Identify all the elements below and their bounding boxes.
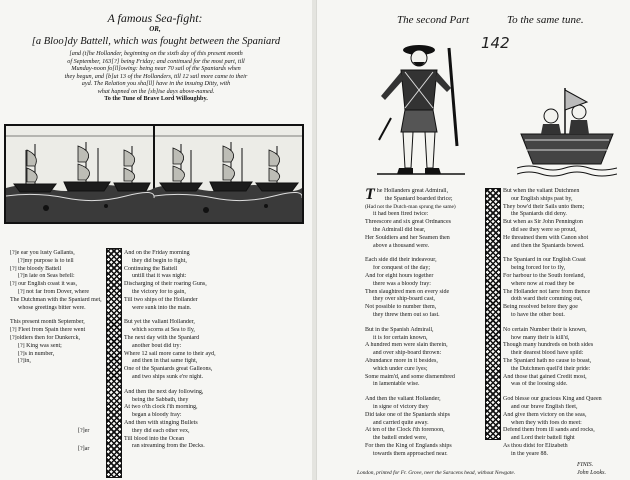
verse-line: the Spaniard boarded thrice; xyxy=(384,195,453,202)
description-line: Munday-noon fo[ll]owing: being near 70 sail of the Spaniards when xyxy=(71,65,241,73)
verse-line: Each side did their indeavour, xyxy=(365,257,437,264)
verse-line: being the Sabbath, they xyxy=(132,396,189,403)
ships-illustration xyxy=(6,126,302,222)
right-column-1 xyxy=(365,188,483,459)
verse-line: For harbour to the South foreland, xyxy=(503,272,585,279)
verse-line: the Dutchmen quell'd their pride: xyxy=(511,365,591,372)
verse-line: Though many hundreds on both sides xyxy=(503,342,594,349)
left-column-2 xyxy=(124,250,308,451)
verse-line: it is for certain known, xyxy=(373,334,428,341)
verse-line: The Hollander not farre from thence xyxy=(503,288,591,295)
verse-line: another bout did try: xyxy=(132,342,182,349)
tune-title: To the same tune. xyxy=(507,14,584,26)
verse-line: towards them approached near. xyxy=(373,450,448,457)
sea-battle-woodcut xyxy=(4,124,304,224)
verse-line: where now at road they be xyxy=(511,280,575,287)
verse-line: The next day with the Spaniard xyxy=(124,334,200,341)
description-line: what hapned on the [sh]ise days above-named. xyxy=(97,87,215,95)
verse-line: And on the Friday morning xyxy=(124,250,190,256)
verse-line: and Lord their battell fight xyxy=(511,435,575,442)
verse-line: God blesse our gracious King and Queen xyxy=(503,396,602,403)
verse-line: did see they were so proud, xyxy=(511,226,577,233)
verse-line: in the yeare 88. xyxy=(511,450,548,457)
verse-line: And then the next day following, xyxy=(124,388,204,395)
verse-line: Did take one of the Spaniards ships xyxy=(365,411,450,418)
verse-line: untill that it was night: xyxy=(132,273,187,280)
verse-line: [?] the bloody Battell xyxy=(10,265,62,272)
description-line: they begun, and [b]ut 13 of the Hollanders, till 12 sail more came to their xyxy=(64,72,248,80)
verse-line: Till blood into the Ocean xyxy=(124,435,185,442)
verse-line: which under cure lyes; xyxy=(373,365,428,372)
verse-line: was of the loosing side. xyxy=(511,381,568,388)
verse-line: And give them victory on the seas, xyxy=(503,411,587,418)
verse-line: they did begin to fight, xyxy=(132,257,187,264)
verse-line: Discharging of their roaring Guns, xyxy=(124,281,207,288)
handwritten-page-number: 142 xyxy=(481,34,510,52)
verse-line: and our brave English fleet, xyxy=(511,403,578,410)
verse-line: And then with stinging Bullets xyxy=(124,419,198,426)
second-part-title: The second Part xyxy=(397,14,470,26)
verse-line: Not possible to number them, xyxy=(365,304,437,311)
verse-line: But when as Sir John Pennington xyxy=(503,219,583,226)
ballad-subtitle-main: [a Bloo]dy Battell, which was fought between the Spaniard xyxy=(31,36,281,47)
verse-line: ran streaming from the Decks. xyxy=(132,443,205,450)
boat-illustration xyxy=(517,80,617,180)
ballad-title-or: OR, xyxy=(149,25,161,33)
verse-line: But in the Spanish Admirall, xyxy=(365,326,434,333)
verse-line: began a bloody fray: xyxy=(132,412,182,419)
torn-fragment: [?]er xyxy=(78,428,90,434)
verse-line: At two o'th clock i'th morning, xyxy=(124,404,198,411)
verse-line: No certain Number their is known, xyxy=(503,326,587,333)
verse-line: the Spaniards did deny. xyxy=(511,211,567,218)
verse-line: The Spaniard hath no cause to boast, xyxy=(503,357,592,364)
description-line: ayd. The Relation you sha[ll] have in the insuing Ditty, with xyxy=(81,80,231,88)
verse-line: He threatned them with Canon shot xyxy=(503,234,589,241)
printer-imprint: London, printed for Fr. Grove, neer the Saracens head, without Newgate. xyxy=(357,470,516,476)
verse-line: [?]oldiers then for Dunkerck, xyxy=(10,334,80,341)
verse-line: they did each other vex, xyxy=(132,427,190,434)
verse-line: And for eight hours together xyxy=(365,272,434,279)
verse-line: Till two ships of the Hollander xyxy=(124,296,198,303)
verse-line: Threescore and six great Ordnances xyxy=(365,219,451,226)
description-line: of September, 163[?] being Friday; and continued for the most part, till xyxy=(67,57,245,65)
verse-line: As thou didst for Elizabeth xyxy=(503,442,568,449)
verse-line: were sunk into the main. xyxy=(132,304,192,311)
verse-line: And then the valiant Hollander, xyxy=(365,396,441,403)
verse-line: the battell ended were, xyxy=(373,435,428,442)
verse-line: when they with foes do meet: xyxy=(511,419,582,426)
verse-line: Continuing the Battell xyxy=(124,265,178,272)
verse-line: Then slaughtred men on every side xyxy=(365,288,450,295)
verse-line: For then the King of Englands ships xyxy=(365,442,452,449)
verse-line: But when the valiant Dutchmen xyxy=(503,188,580,194)
description-line: [and (t]he Hollander, beginning on the sixth day of this present month xyxy=(69,50,243,57)
verse-line: [?] King was sent; xyxy=(18,342,62,349)
verse-line: [?] our English coast it was, xyxy=(10,281,77,288)
verse-line: which scorns at Sea to fly, xyxy=(132,327,195,334)
verse-line: [?] Fleet from Spain there went xyxy=(10,327,86,334)
verse-line: their dearest blood have spild: xyxy=(511,350,584,357)
verse-line: and carried quite away. xyxy=(373,419,429,426)
verse-line: [?]s in number, xyxy=(18,350,55,357)
verse-line: Some maim'd, and some dismembred xyxy=(365,373,455,380)
verse-line: (Had not the Dutch-man sprung the same) xyxy=(365,203,456,210)
verse-line: [?]my purpose is to tell xyxy=(18,257,74,264)
verse-line: our English ships past by, xyxy=(511,195,573,202)
verse-line: being forced for to fly, xyxy=(511,265,566,272)
verse-line: Where 12 sail more came to their ayd, xyxy=(124,350,216,357)
verse-line: [?]e ear you lusty Gallants, xyxy=(10,250,75,256)
verse-line: the Admirall did bear, xyxy=(373,226,426,233)
verse-line: the victory for to gain, xyxy=(132,288,186,295)
verse-line: [?]n late on Seas befell: xyxy=(18,273,75,280)
drop-cap: T xyxy=(365,186,375,203)
right-column-2 xyxy=(503,188,627,459)
verse-line: At ten of the Clock i'th forenoon, xyxy=(365,427,445,434)
verse-line: they threw them out so fast. xyxy=(373,311,440,318)
verse-line: they over ship-board cast, xyxy=(373,296,435,303)
tune-line: To the Tune of Brave Lord Willoughby. xyxy=(104,95,208,103)
verse-line: Abundance more in it besides, xyxy=(365,357,438,364)
verse-line: The Dutchman with the Spaniard met, xyxy=(10,296,102,303)
left-page xyxy=(0,0,313,480)
verse-line: and then in that same fight, xyxy=(132,358,198,365)
verse-line: in signe of victory they xyxy=(373,403,429,410)
verse-line: to have the other bout. xyxy=(511,311,565,318)
verse-line: it had been fired twice: xyxy=(373,211,429,218)
ballad-title: A famous Sea-fight: xyxy=(107,11,203,25)
verse-line: But yet the valiant Hollander, xyxy=(124,319,195,326)
verse-line: and then the Spaniards bowed. xyxy=(511,242,585,249)
verse-line: and two ships sunk e're night. xyxy=(132,373,204,380)
soldier-illustration xyxy=(371,36,471,182)
verse-line: above a thousand were. xyxy=(373,242,430,249)
verse-line: One of the Spaniards great Galleons, xyxy=(124,366,213,373)
verse-line: And those that gained Credit most, xyxy=(503,373,587,380)
verse-line: Her Souldiers and her Seamen then xyxy=(365,234,450,241)
verse-line: The Spaniard in our English Coast xyxy=(503,257,586,264)
verse-line: Being resolved before they goe xyxy=(503,304,578,311)
verse-line: A hundred men were slain therein, xyxy=(365,342,448,349)
verse-line: [?]in, xyxy=(18,358,31,365)
verse-line: [?] not far from Dover, where xyxy=(18,288,90,295)
boat-woodcut xyxy=(517,80,617,180)
verse-line: how many their is kill'd, xyxy=(511,334,570,341)
ballad-description xyxy=(6,50,306,103)
verse-line: in lamentable wise. xyxy=(373,381,420,388)
torn-fragment: [?]ar xyxy=(78,446,90,452)
verse-line: This present month September, xyxy=(10,319,85,326)
right-page xyxy=(316,0,630,480)
finis: FINIS. xyxy=(577,462,594,468)
verse-line: for conquest of the day; xyxy=(373,265,430,272)
ornamental-border xyxy=(485,188,501,440)
verse-line: Defend them from ill sands and rocks, xyxy=(503,427,595,434)
left-column-1 xyxy=(10,250,106,366)
ornamental-border xyxy=(106,248,122,478)
verse-line: and over ship-board thrown: xyxy=(373,350,442,357)
author-name: John Looks. xyxy=(577,470,606,476)
verse-line: he Hollanders great Admirall, xyxy=(376,188,449,194)
verse-line: whose greetings bitter were. xyxy=(18,304,86,311)
verse-line: They bow'd their Sails unto them; xyxy=(503,203,585,210)
verse-line: there was a bloody fray: xyxy=(373,280,431,287)
soldier-woodcut xyxy=(371,36,471,182)
verse-line: doth ward their comming out, xyxy=(511,296,583,303)
